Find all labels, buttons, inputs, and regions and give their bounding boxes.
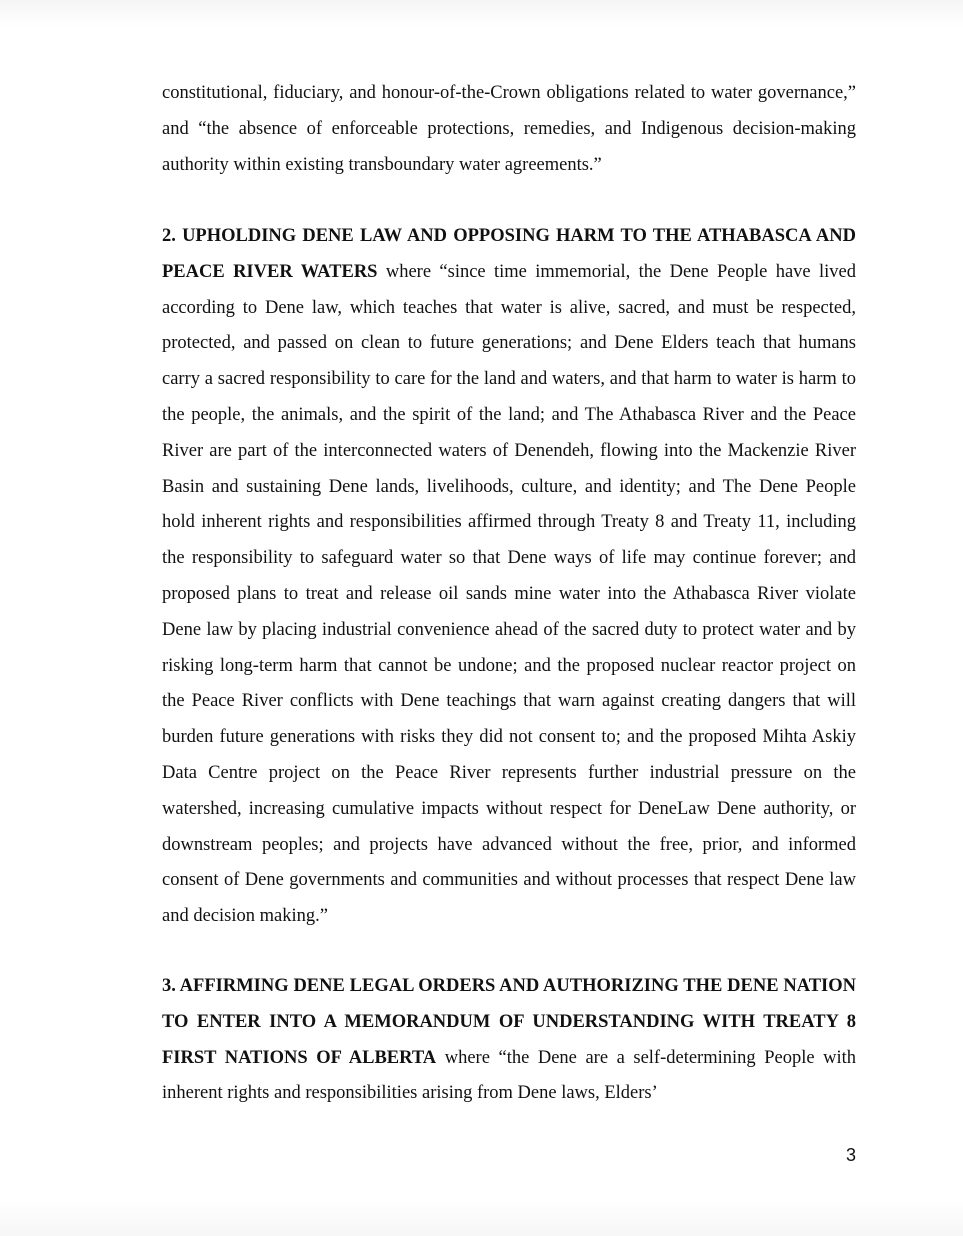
section-2-body: where “since time immemorial, the Dene People have lived according to Dene law, which teaches that water is alive, sacred, and must be respected, protected, and passed on clean to future generations; and Dene Elders teach that humans carry a sacred responsibility to care for the land and waters, and that harm to water is harm to the people, the animals, and the spirit of the land; and The Athabasca River and the Peace River are part of the interconnected waters of Denendeh, flowing into the Mackenzie River Basin and sustaining Dene lands, livelihoods, culture, and identity; and The Dene People hold inherent rights and responsibilities affirmed through Treaty 8 and Treaty 11, including the responsibility to safeguard water so that Dene ways of life may continue forever; and proposed plans to treat and release oil sands mine water into the Athabasca River violate Dene law by placing industrial convenience ahead of the sacred duty to protect water and by risking long-term harm that cannot be undone; and the proposed nuclear reactor project on the Peace River conflicts with Dene teachings that warn against creating dangers that will burden future generations with risks they did not consent to; and the proposed Mihta Askiy Data Centre project on the Peace River represents further industrial pressure on the watershed, increasing cumulative impacts without respect for DeneLaw Dene authority, or downstream peoples; and projects have advanced without the free, prior, and informed consent of Dene governments and communities and without processes that respect Dene law and decision making.” xyxy=(162,261,856,927)
page-bottom-edge xyxy=(0,1200,963,1236)
section-2 xyxy=(162,219,856,935)
page-top-edge xyxy=(0,0,963,28)
paragraph-continuation xyxy=(162,76,856,183)
section-3-heading: 3. AFFIRMING DENE LEGAL ORDERS AND AUTHORIZING THE DENE NATION TO ENTER INTO A MEMORANDUM OF UNDERSTANDING WITH TREATY 8 FIRST NATIONS OF ALBERTA xyxy=(162,976,856,1068)
section-2-heading: 2. UPHOLDING DENE LAW AND OPPOSING HARM TO THE ATHABASCA AND PEACE RIVER WATERS xyxy=(162,226,856,282)
page-number: 3 xyxy=(845,1145,856,1165)
paragraph-text: constitutional, fiduciary, and honour-of-the-Crown obligations related to water governance,” and “the absence of enforceable protections, remedies, and Indigenous decision-making authority within existing transboundary water agreements.” xyxy=(162,83,856,175)
section-3-body: where “the Dene are a self-determining People with inherent rights and responsibilities arising from Dene laws, Elders’ xyxy=(162,1047,856,1104)
section-3 xyxy=(162,969,856,1112)
